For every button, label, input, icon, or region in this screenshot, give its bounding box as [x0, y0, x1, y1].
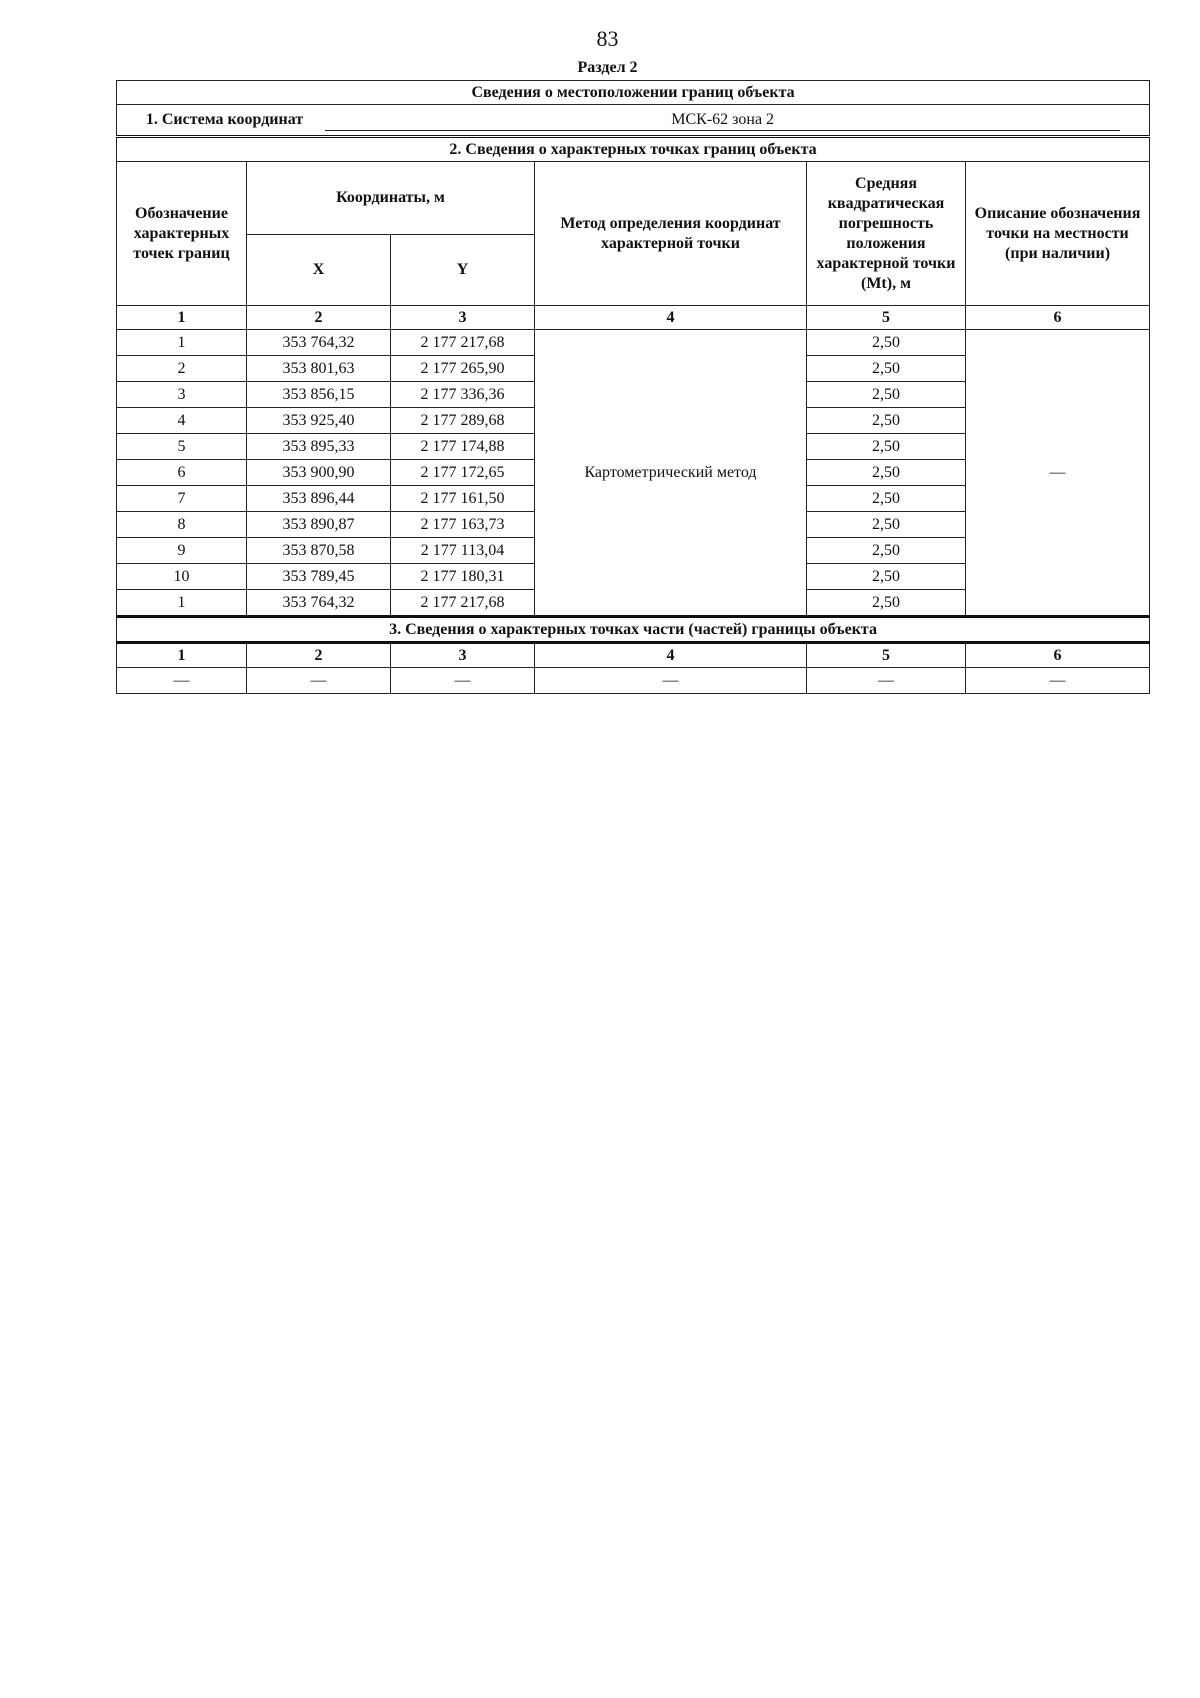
column-number: 3 — [391, 643, 535, 668]
header-description: Описание обозначения точки на местности (при наличии) — [966, 162, 1150, 306]
coord-system-row — [117, 105, 1150, 137]
column-number: 4 — [535, 643, 807, 668]
point-x-cell: 353 870,58 — [247, 538, 391, 564]
point-y-cell: 2 177 161,50 — [391, 486, 535, 512]
point-mt-cell: 2,50 — [807, 512, 966, 538]
point-y-cell: 2 177 174,88 — [391, 434, 535, 460]
column-number: 4 — [535, 306, 807, 330]
subsection3-cell: — — [535, 668, 807, 694]
point-mt-cell: 2,50 — [807, 590, 966, 617]
column-number: 5 — [807, 643, 966, 668]
header-x: X — [247, 235, 391, 306]
table-row — [117, 330, 1150, 356]
point-id-cell: 2 — [117, 356, 247, 382]
subsection3-cell: — — [966, 668, 1150, 694]
subsection3-row — [117, 668, 1150, 694]
column-number: 6 — [966, 306, 1150, 330]
method-cell: Картометрический метод — [535, 330, 807, 617]
boundary-table — [116, 80, 1150, 694]
point-y-cell: 2 177 289,68 — [391, 408, 535, 434]
point-mt-cell: 2,50 — [807, 356, 966, 382]
point-id-cell: 5 — [117, 434, 247, 460]
point-y-cell: 2 177 180,31 — [391, 564, 535, 590]
column-number: 2 — [247, 643, 391, 668]
point-mt-cell: 2,50 — [807, 486, 966, 512]
section-title: Раздел 2 — [577, 59, 638, 76]
point-x-cell: 353 789,45 — [247, 564, 391, 590]
column-number: 3 — [391, 306, 535, 330]
point-id-cell: 7 — [117, 486, 247, 512]
point-id-cell: 6 — [117, 460, 247, 486]
point-x-cell: 353 801,63 — [247, 356, 391, 382]
point-id-cell: 10 — [117, 564, 247, 590]
header-y: Y — [391, 235, 535, 306]
point-id-cell: 9 — [117, 538, 247, 564]
point-id-cell: 1 — [117, 590, 247, 617]
subsection3-cell: — — [391, 668, 535, 694]
point-id-cell: 8 — [117, 512, 247, 538]
subsection3-cell: — — [247, 668, 391, 694]
point-x-cell: 353 895,33 — [247, 434, 391, 460]
subsection2-title: 2. Сведения о характерных точках границ объекта — [117, 137, 1150, 162]
coord-system-label: 1. Система координат — [145, 110, 304, 128]
coord-system-value: МСК-62 зона 2 — [325, 110, 1120, 131]
subsection3-title: 3. Сведения о характерных точках части (частей) границы объекта — [117, 617, 1150, 643]
point-y-cell: 2 177 217,68 — [391, 590, 535, 617]
column-number: 6 — [966, 643, 1150, 668]
point-x-cell: 353 890,87 — [247, 512, 391, 538]
point-x-cell: 353 925,40 — [247, 408, 391, 434]
header-coordinates: Координаты, м — [247, 162, 535, 235]
column-number-row — [117, 306, 1150, 330]
point-id-cell: 1 — [117, 330, 247, 356]
column-number: 1 — [117, 643, 247, 668]
point-y-cell: 2 177 217,68 — [391, 330, 535, 356]
point-mt-cell: 2,50 — [807, 434, 966, 460]
subsection3-column-number-row — [117, 643, 1150, 668]
column-number: 5 — [807, 306, 966, 330]
point-x-cell: 353 764,32 — [247, 330, 391, 356]
header-method: Метод определения координат характерной точки — [535, 162, 807, 306]
point-y-cell: 2 177 163,73 — [391, 512, 535, 538]
point-x-cell: 353 856,15 — [247, 382, 391, 408]
subsection3-cell: — — [807, 668, 966, 694]
point-y-cell: 2 177 172,65 — [391, 460, 535, 486]
point-y-cell: 2 177 113,04 — [391, 538, 535, 564]
point-mt-cell: 2,50 — [807, 382, 966, 408]
point-mt-cell: 2,50 — [807, 460, 966, 486]
point-mt-cell: 2,50 — [807, 330, 966, 356]
table-title: Сведения о местоположении границ объекта — [117, 81, 1150, 105]
page-number: 83 — [596, 26, 619, 51]
point-id-cell: 4 — [117, 408, 247, 434]
point-x-cell: 353 896,44 — [247, 486, 391, 512]
description-cell: — — [966, 330, 1150, 617]
point-id-cell: 3 — [117, 382, 247, 408]
subsection3-cell: — — [117, 668, 247, 694]
point-y-cell: 2 177 265,90 — [391, 356, 535, 382]
point-mt-cell: 2,50 — [807, 538, 966, 564]
header-mean-error: Средняя квадратическая погрешность положения характерной точки (Mt), м — [807, 162, 966, 306]
point-x-cell: 353 764,32 — [247, 590, 391, 617]
header-point-designation: Обозначение характерных точек границ — [117, 162, 247, 306]
column-number: 1 — [117, 306, 247, 330]
column-number: 2 — [247, 306, 391, 330]
point-mt-cell: 2,50 — [807, 408, 966, 434]
point-y-cell: 2 177 336,36 — [391, 382, 535, 408]
point-x-cell: 353 900,90 — [247, 460, 391, 486]
point-mt-cell: 2,50 — [807, 564, 966, 590]
